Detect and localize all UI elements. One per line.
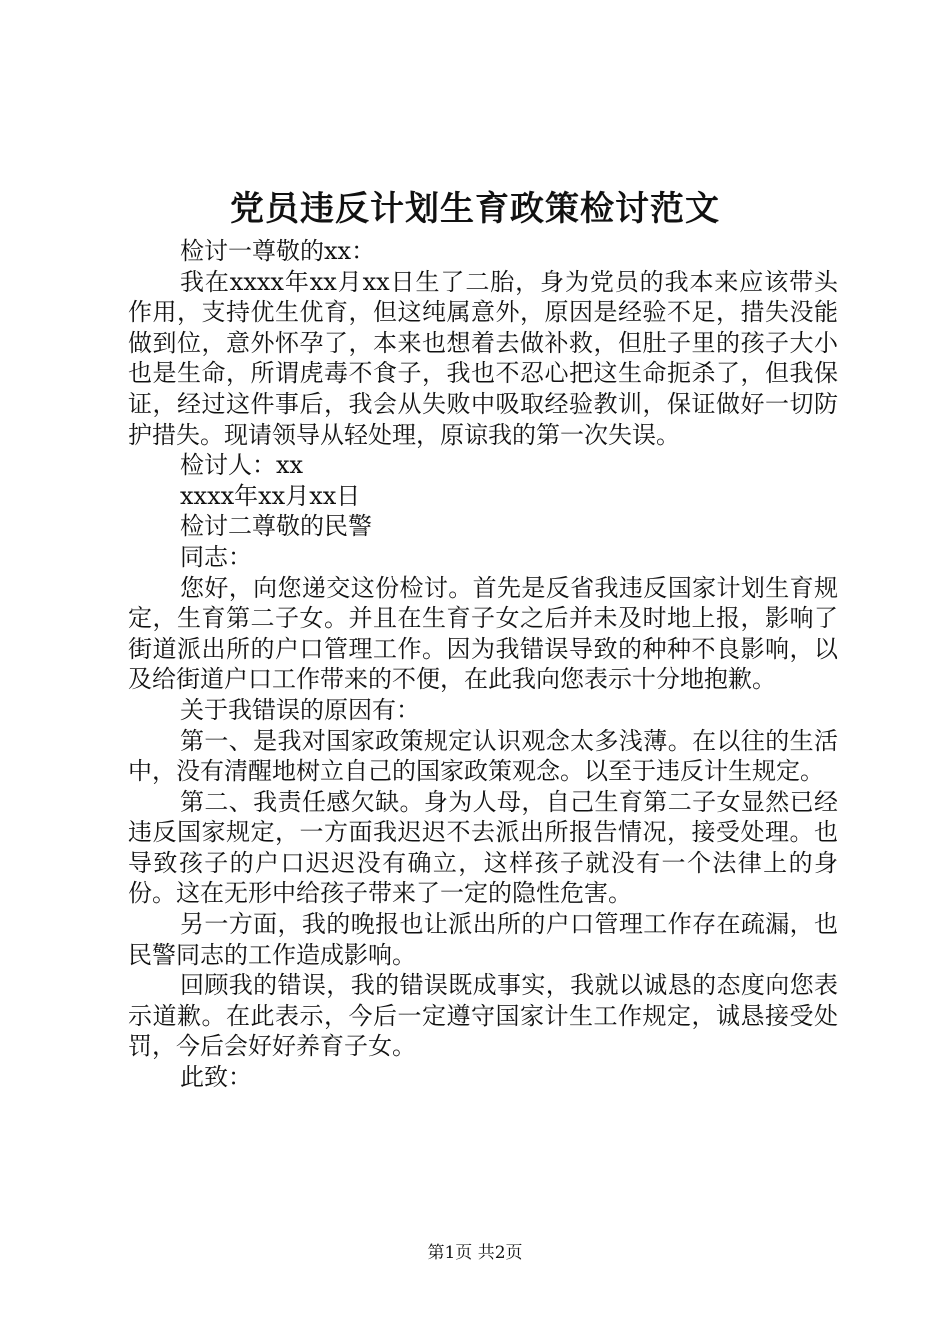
paragraph-reasons-heading: 关于我错误的原因有： [180,695,420,724]
paragraph-date-1: xxxx年xx月xx日 [180,481,361,510]
paragraph-signature-1: 检讨人：xx [180,451,304,480]
document-title: 党员违反计划生育政策检讨范文 [230,189,720,229]
paragraph-letter-1-body: 我在xxxx年xx月xx日生了二胎，身为党员的我本来应该带头作用，支持优生优育，但这纯属意外，原因是经验不足，措失没能做到位，意外怀孕了，本来也想着去做补救，但肚子里的孩子大小也是生命，所谓虎毒不食子，我也不忍心把这生命扼杀了，但我保证，经过这件事后，我会从失败中吸取经验教训，保证做好一切防护措失。现请领导从轻处理，原谅我的第一次失误。 [128,267,838,449]
paragraph-salutation-2: 检讨二尊敬的民警 [180,512,372,541]
paragraph-letter-2-intro: 您好，向您递交这份检讨。首先是反省我违反国家计划生育规定，生育第二子女。并且在生育子女之后并未及时地上报，影响了街道派出所的户口管理工作。因为我错误导致的种种不良影响，以及给街道户口工作带来的不便，在此我向您表示十分地抱歉。 [128,573,838,694]
paragraph-closing: 此致： [180,1063,252,1092]
document-body [128,236,838,1093]
paragraph-reason-3: 另一方面，我的晚报也让派出所的户口管理工作存在疏漏，也民警同志的工作造成影响。 [128,910,838,969]
paragraph-reason-2: 第二、我责任感欠缺。身为人母，自己生育第二子女显然已经违反国家规定，一方面我迟迟不去派出所报告情况，接受处理。也导致孩子的户口迟迟没有确立，这样孩子就没有一个法律上的身份。这在无形中给孩子带来了一定的隐性危害。 [128,787,838,908]
page-footer: 第1页 共2页 [427,1243,523,1263]
paragraph-salutation-1: 检讨一尊敬的xx： [180,237,376,265]
paragraph-reason-1: 第一、是我对国家政策规定认识观念太多浅薄。在以往的生活中，没有清醒地树立自己的国家政策观念。以至于违反计生规定。 [128,726,838,786]
paragraph-apology: 回顾我的错误，我的错误既成事实，我就以诚恳的态度向您表示道歉。在此表示，今后一定遵守国家计生工作规定，诚恳接受处罚，今后会好好养育子女。 [128,971,838,1061]
paragraph-salutation-2-cont: 同志： [180,542,252,571]
